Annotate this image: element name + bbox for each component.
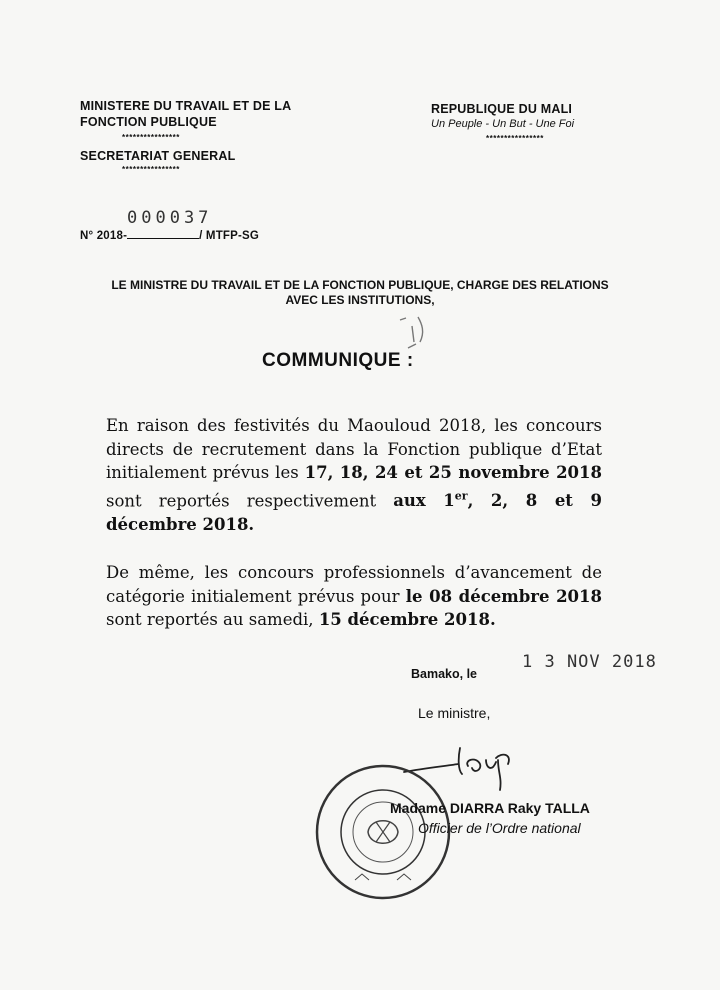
- place-label: Bamako, le: [411, 667, 478, 681]
- minister-title-line2: AVEC LES INSTITUTIONS,: [285, 293, 435, 307]
- separator-stars: ****************: [486, 134, 544, 143]
- national-motto: Un Peuple - Un But - Une Foi: [431, 118, 575, 130]
- p1-original-dates: 17, 18, 24 et 25 novembre 2018: [304, 463, 602, 482]
- country-name: REPUBLIQUE DU MALI: [431, 102, 573, 116]
- p1-new-prefix: aux 1: [393, 491, 455, 510]
- separator-stars: ****************: [122, 165, 180, 174]
- minister-title: [60, 278, 660, 308]
- reference-prefix: N° 2018-: [80, 230, 128, 242]
- signatory-name: Madame DIARRA Raky TALLA: [390, 800, 590, 816]
- ministry-name: [80, 98, 291, 130]
- faint-stamp-mark: [392, 312, 440, 352]
- p2-new-date: 15 décembre 2018.: [318, 610, 496, 629]
- signatory-distinction: Officier de l’Ordre national: [418, 820, 581, 836]
- reference-handwritten-number: 000037: [127, 208, 213, 228]
- secretariat-label: SECRETARIAT GENERAL: [80, 149, 236, 163]
- p1-superscript: er: [454, 489, 468, 503]
- p1-text: sont reportés respectivement: [106, 491, 377, 510]
- paragraph-postponement: [106, 414, 602, 536]
- reference-suffix: / MTFP-SG: [199, 230, 260, 242]
- p2-text: sont reportés au samedi,: [106, 610, 314, 629]
- reference-number: [80, 228, 259, 244]
- paragraph-professional-exams: [106, 561, 602, 632]
- separator-stars: ****************: [122, 133, 180, 142]
- signatory-role: Le ministre,: [418, 705, 491, 721]
- p2-original-date: le 08 décembre 2018: [405, 586, 602, 606]
- ministry-name-line1: MINISTERE DU TRAVAIL ET DE LA: [80, 99, 292, 113]
- p1-new-rest: , 2, 8 et 9 décembre 2018.: [106, 491, 603, 534]
- p1-text: En raison des festivités du Maouloud 2018, les concours directs de recrutement dans la Fonction publique d’Etat initialement prévus les: [106, 416, 602, 482]
- p2-text: De même, les concours professionnels d’avancement de catégorie initialement prévus pour: [106, 563, 602, 606]
- date-stamp: 1 3 NOV 2018: [522, 652, 657, 672]
- minister-title-line1: LE MINISTRE DU TRAVAIL ET DE LA FONCTION PUBLIQUE, CHARGE DES RELATIONS: [111, 278, 609, 292]
- communique-heading: COMMUNIQUE :: [262, 350, 414, 371]
- ministry-name-line2: FONCTION PUBLIQUE: [80, 115, 217, 129]
